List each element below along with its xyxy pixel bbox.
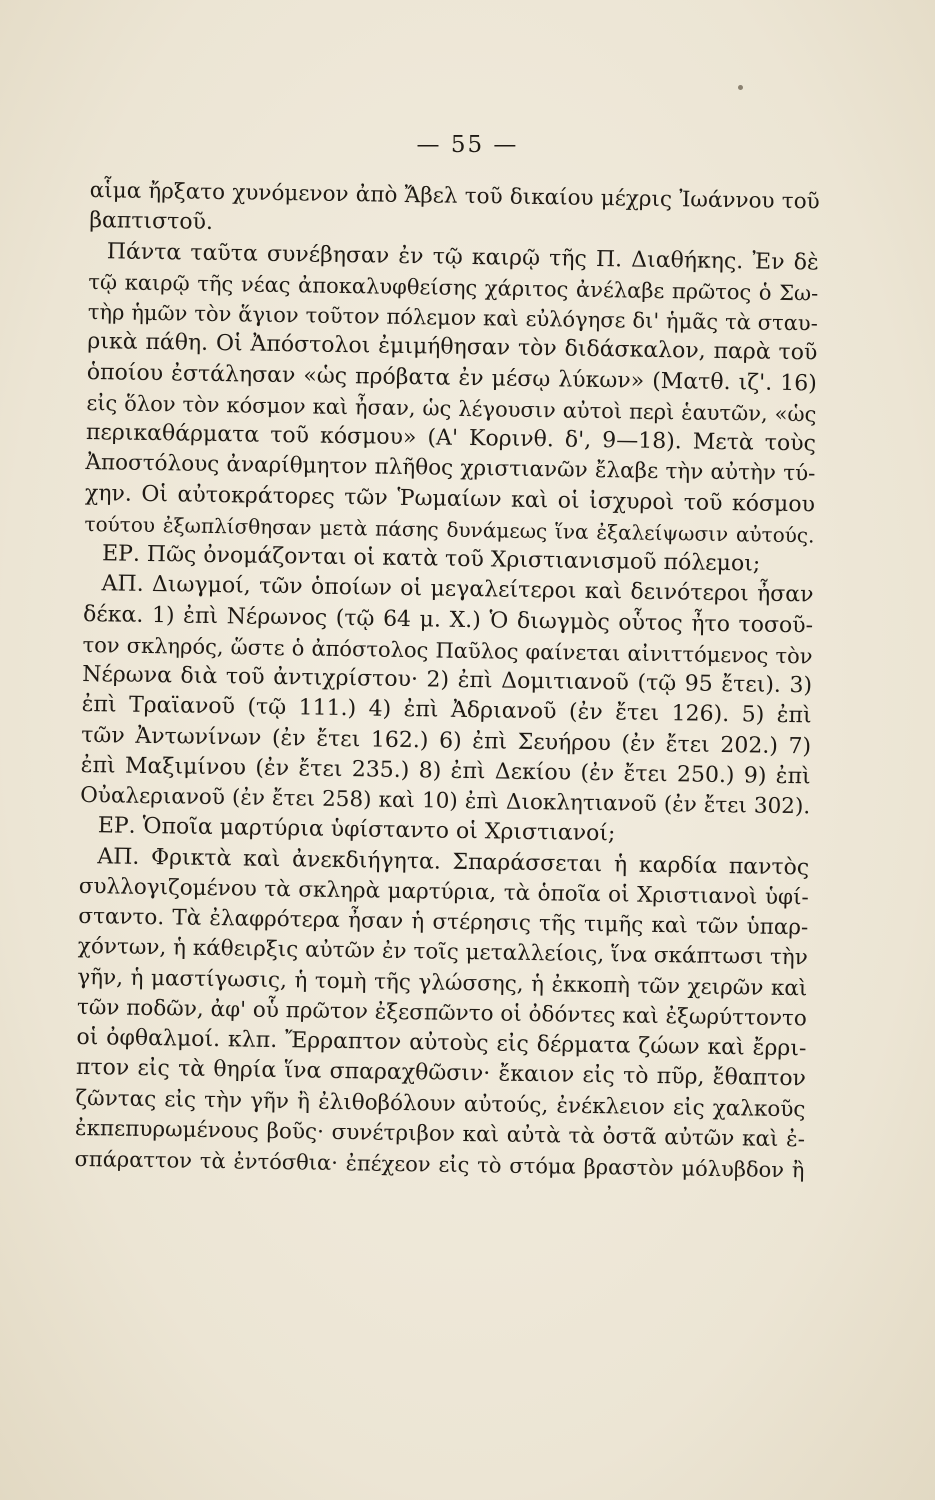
text-line: χην. Οἱ αὐτοκράτορες τῶν Ῥωμαίων καὶ οἱ ἰσχυροὶ τοῦ κόσμου	[84, 480, 816, 517]
text-line: περικαθάρματα τοῦ κόσμου» (Α' Κορινθ. δ', 9—18). Μετὰ τοὺς	[85, 419, 817, 457]
text-line: οἱ ὀφθαλμοί. κλπ. Ἔρραπτον αὐτοὺς εἰς δέρματα ζώων καὶ ἔρρι-	[76, 1024, 807, 1062]
page-number: — 55 —	[416, 132, 519, 158]
text-line: αἷμα ἤρξατο χυνόμενον ἀπὸ Ἄβελ τοῦ δικαίου μέχρις Ἰωάννου τοῦ	[89, 177, 820, 215]
body-text	[74, 176, 820, 1186]
text-line: εἰς ὅλον τὸν κόσμον καὶ ἦσαν, ὡς λέγουσιν αὐτοὶ περὶ ἑαυτῶν, «ὡς	[86, 390, 817, 427]
text-line: τον σκληρός, ὥστε ὁ ἀπόστολος Παῦλος φαίνεται αἰνιττόμενος τὸν	[82, 632, 813, 669]
text-line: ὁποίου ἐστάλησαν «ὡς πρόβατα ἐν μέσῳ λύκων» (Ματθ. ιζ'. 16)	[86, 359, 818, 396]
text-line: ἐπὶ Τραϊανοῦ (τῷ 111.) 4) ἐπὶ Ἀδριανοῦ (ἐν ἔτει 126). 5) ἐπὶ	[81, 692, 812, 729]
text-line: τὴρ ἡμῶν τὸν ἅγιον τοῦτον πόλεμον καὶ εὐλόγησε δι' ἡμᾶς τὰ σταυ-	[87, 299, 818, 336]
text-line: ΑΠ. Φρικτὰ καὶ ἀνεκδιήγητα. Σπαράσσεται ἡ καρδία παντὸς	[97, 843, 810, 880]
ink-spot	[738, 85, 743, 90]
text-line: δέκα. 1) ἐπὶ Νέρωνος (τῷ 64 μ. Χ.) Ὁ διωγμὸς οὗτος ἦτο τοσοῦ-	[82, 601, 814, 638]
text-line: ΕΡ. Ὁποῖα μαρτύρια ὑφίσταντο οἱ Χριστιανοί;	[97, 813, 616, 847]
text-line: Ἀποστόλους ἀναρίθμητον πλῆθος χριστιανῶν ἔλαβε τὴν αὐτὴν τύ-	[85, 450, 816, 487]
text-line: γῆν, ἡ μαστίγωσις, ἡ τομὴ τῆς γλώσσης, ἡ ἐκκοπὴ τῶν χειρῶν καὶ	[77, 964, 808, 1001]
text-line: σταντο. Τὰ ἐλαφρότερα ἦσαν ἡ στέρησις τῆς τιμῆς καὶ τῶν ὑπαρ-	[78, 903, 809, 941]
text-line: Νέρωνα διὰ τοῦ ἀντιχρίστου· 2) ἐπὶ Δομιτιανοῦ (τῷ 95 ἔτει). 3)	[81, 661, 813, 699]
text-line: τῶν Ἀντωνίνων (ἐν ἔτει 162.) 6) ἐπὶ Σευήρου (ἐν ἔτει 202.) 7)	[81, 722, 812, 759]
text-line: Πάντα ταῦτα συνέβησαν ἐν τῷ καιρῷ τῆς Π. Διαθήκης. Ἐν δὲ	[106, 238, 819, 275]
text-line: ΑΠ. Διωγμοί, τῶν ὁποίων οἱ μεγαλείτεροι καὶ δεινότεροι ἦσαν	[101, 571, 814, 608]
text-line: τῶν ποδῶν, ἀφ' οὗ πρῶτον ἐξεσπῶντο οἱ ὀδόντες καὶ ἐξωρύττοντο	[76, 994, 808, 1032]
text-line: ζῶντας εἰς τὴν γῆν ἢ ἐλιθοβόλουν αὐτούς, ἐνέκλειον εἰς χαλκοῦς	[75, 1085, 806, 1122]
text-line: ΕΡ. Πῶς ὀνομάζονται οἱ κατὰ τοῦ Χριστιανισμοῦ πόλεμοι;	[101, 541, 761, 577]
text-line: τῷ καιρῷ τῆς νέας ἀποκαλυφθείσης χάριτος ἀνέλαβε πρῶτος ὁ Σω-	[88, 269, 819, 306]
text-line: Οὐαλεριανοῦ (ἐν ἔτει 258) καὶ 10) ἐπὶ Διοκλητιανοῦ (ἐν ἔτει 302).	[80, 782, 811, 820]
text-line: πτον εἰς τὰ θηρία ἵνα σπαραχθῶσιν· ἔκαιον εἰς τὸ πῦρ, ἔθαπτον	[75, 1055, 807, 1092]
text-line: χόντων, ἡ κάθειρξις αὐτῶν ἐν τοῖς μεταλλείοις, ἵνα σκάπτωσι τὴν	[77, 934, 808, 971]
text-line: σπάραττον τὰ ἐντόσθια· ἐπέχεον εἰς τὸ στόμα βραστὸν μόλυβδον ἢ	[74, 1146, 805, 1183]
text-line: ρικὰ πάθη. Οἱ Ἀπόστολοι ἐμιμήθησαν τὸν διδάσκαλον, παρὰ τοῦ	[87, 329, 818, 366]
text-line: ἐκπεπυρωμένους βοῦς· συνέτριβον καὶ αὐτὰ τὰ ὀστᾶ αὐτῶν καὶ ἐ-	[74, 1115, 806, 1153]
text-line: βαπτιστοῦ.	[89, 208, 214, 236]
text-line: ἐπὶ Μαξιμίνου (ἐν ἔτει 235.) 8) ἐπὶ Δεκίου (ἐν ἔτει 250.) 9) ἐπὶ	[80, 752, 811, 790]
text-line: συλλογιζομένου τὰ σκληρὰ μαρτύρια, τὰ ὁποῖα οἱ Χριστιανοὶ ὑφί-	[78, 873, 809, 911]
text-line: τούτου ἐξωπλίσθησαν μετὰ πάσης δυνάμεως ἵνα ἐξαλείψωσιν αὐτούς.	[84, 511, 815, 548]
